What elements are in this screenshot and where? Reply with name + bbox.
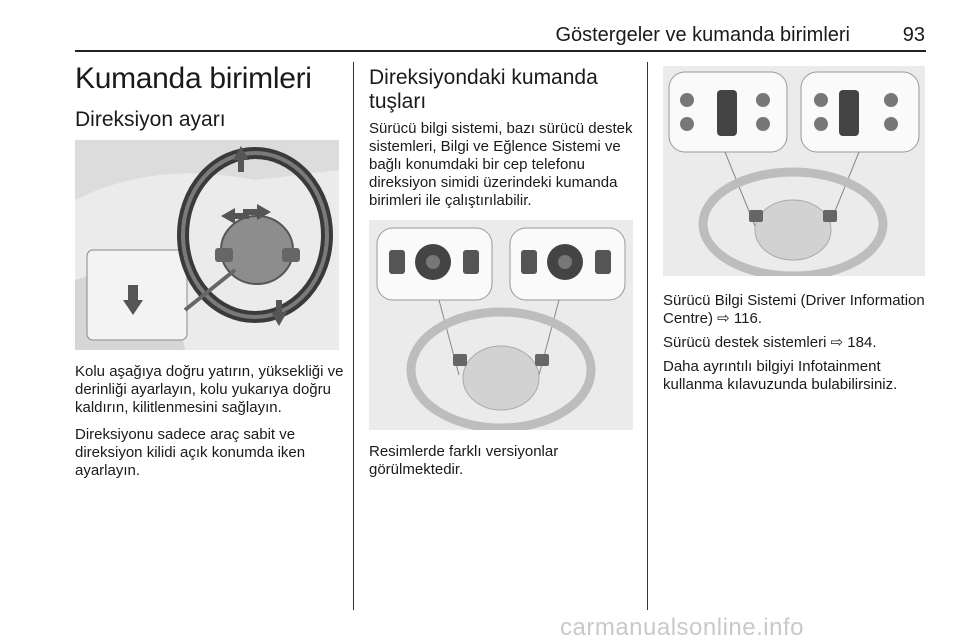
instruction-paragraph-1: Kolu aşağıya doğru yatırın, yüksekliği ve derinliği ayarlayın, kolu yukarıya doğru kaldırın, kilitlenmesini sağlayın. [75,363,344,416]
page-number: 93 [902,24,925,46]
column-divider-left [353,62,354,610]
driver-info-reference: Sürücü Bilgi Sistemi (Driver Information Centre) ⇨ 116. [663,292,925,327]
infotainment-reference: Daha ayrıntılı bilgiyi Infotainment kullanma kılavuzunda bulabilirsiniz. [663,358,898,393]
section-heading: Kumanda birimleri [75,62,312,95]
controls-figure-a [369,220,633,430]
figure-caption: Resimlerde farklı versiyonlar görülmektedir. [369,443,559,478]
driver-assist-reference: Sürücü destek sistemleri ⇨ 184. [663,334,877,351]
header-divider [75,50,926,52]
steering-controls-illustration-icon [663,66,925,276]
running-header-title: Göstergeler ve kumanda birimleri [555,24,850,46]
controls-intro: Sürücü bilgi sistemi, bazı sürücü destek sistemleri, Bilgi ve Eğlence Sistemi ve bağlı konumdaki bir cep telefonu direksiyon simidi üzerindeki kumanda birimleri ile çalıştırılabilir. [369,120,633,209]
controls-figure-b [663,66,925,276]
footer-watermark: carmanualsonline.info [560,614,804,641]
steering-adjust-figure [75,140,339,350]
column-divider-right [647,62,648,610]
controls-heading: Direksiyondaki kumanda tuşları [369,66,598,113]
subsection-heading: Direksiyon ayarı [75,108,226,131]
steering-adjust-illustration-icon [75,140,339,350]
instruction-paragraph-2: Direksiyonu sadece araç sabit ve direksiyon kilidi açık konumda iken ayarlayın. [75,426,306,479]
steering-controls-illustration-icon [369,220,633,430]
